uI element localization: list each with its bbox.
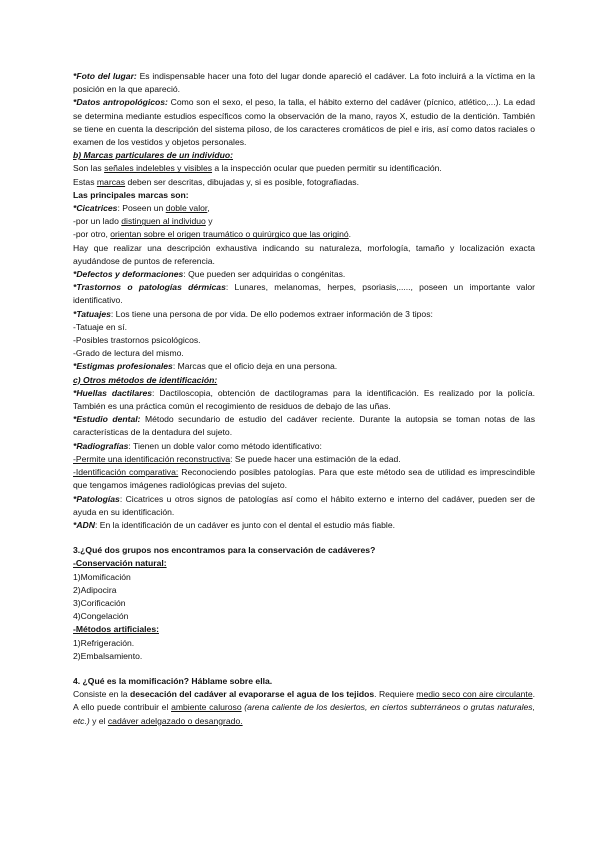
list-item: -Identificación comparativa: Reconociendo posibles patologías. Para que este método sea de utilidad es imprescindible que tengamos imágenes radiológicas previas del sujeto. [73,467,535,491]
paragraph-tatuajes: *Tatuajes: Los tiene una persona de por vida. De ello podemos extraer información de 3 tipos: [73,308,433,319]
text-line: Son las señales indelebles y visibles a la inspección ocular que pueden permitir su identificación. [73,163,442,174]
paragraph-foto-lugar: *Foto del lugar: Es indispensable hacer una foto del lugar donde apareció el cadáver. La foto incluirá a la víctima en la posición en la que apareció. [73,71,535,95]
paragraph-defectos: *Defectos y deformaciones: Que pueden ser adquiridas o congénitas. [73,269,346,280]
spacer [73,663,535,675]
term-huellas: *Huellas dactilares [73,387,153,398]
term-datos-antropologicos: *Datos antropológicos: [73,97,168,108]
term-defectos: *Defectos y deformaciones [73,269,184,280]
list-item: 2)Adipocira [73,584,117,595]
term-trastornos: *Trastornos o patologías dérmicas [73,282,226,293]
paragraph-patologias: *Patologías: Cicatrices u otros signos de patologías así como el hábito externo e interno del cadáver, pueden ser de ayuda en su identificación. [73,493,535,517]
heading-metodos-artificiales: -Métodos artificiales: [73,624,159,635]
paragraph-estigmas: *Estigmas profesionales: Marcas que el oficio deja en una persona. [73,361,338,372]
list-item: 1)Refrigeración. [73,637,135,648]
spacer [73,532,535,544]
text-line: Estas marcas deben ser descritas, dibujadas y, si es posible, fotografiadas. [73,176,359,187]
list-item: 2)Embalsamiento. [73,650,143,661]
list-item: 3)Corificación [73,597,126,608]
list-item: -Grado de lectura del mismo. [73,348,184,359]
text-line: -por otro, orientan sobre el origen traumático o quirúrgico que las originó. [73,229,352,240]
subheading-principales-marcas: Las principales marcas son: [73,189,189,200]
term-foto-lugar: *Foto del lugar: [73,71,137,81]
paragraph-estudio-dental: *Estudio dental: Método secundario de estudio del cadáver reciente. Durante la autopsia se toman notas de las características de la dentadura del sujeto. [73,414,535,438]
term-adn: *ADN [73,519,95,530]
list-item: -Tatuaje en sí. [73,321,127,332]
term-radiografias: *Radiografías [73,440,129,451]
paragraph-adn: *ADN: En la identificación de un cadáver es junto con el dental el estudio más fiable. [73,519,395,530]
term-estigmas: *Estigmas profesionales [73,361,173,372]
heading-conservacion-natural: -Conservación natural: [73,558,167,569]
paragraph-momificacion: Consiste en la desecación del cadáver al evaporarse el agua de los tejidos. Requiere medio seco con aire circulante. A ello puede contribuir el ambiente caluroso (arena caliente de los desiertos, en ciertos subterráneos o grutas naturales, etc.) y el cadáver adelgazado o desangrado. [73,689,535,726]
heading-otros-metodos: c) Otros métodos de identificación: [73,374,218,385]
text-line: -por un lado distinguen al individuo y [73,216,213,227]
list-item: -Permite una identificación reconstructiva: Se puede hacer una estimación de la edad. [73,453,401,464]
term-estudio-dental: *Estudio dental: [73,414,141,425]
paragraph-trastornos: *Trastornos o patologías dérmicas: Lunares, melanomas, herpes, psoriasis,....., poseen un importante valor identificativo. [73,282,535,306]
paragraph-radiografias: *Radiografías: Tienen un doble valor como método identificativo: [73,440,322,451]
question-3: 3.¿Qué dos grupos nos encontramos para la conservación de cadáveres? [73,545,376,556]
list-item: 1)Momificación [73,571,131,582]
paragraph-datos-antropologicos: *Datos antropológicos: Como son el sexo, el peso, la talla, el hábito externo del cadáver (pícnico, atlético,...). La edad se determina mediante estudios específicos como la observación de la mano, rayos X, estudio de la dentición. También se tiene en cuenta la descripción del sistema piloso, de los caracteres cromáticos de piel e iris, así como datos raciales o examen de los vestidos y objetos personales. [73,97,535,148]
document-page [73,70,535,728]
question-4: 4. ¿Qué es la momificación? Háblame sobre ella. [73,675,273,686]
heading-marcas-particulares: b) Marcas particulares de un individuo: [73,150,233,161]
term-tatuajes: *Tatuajes [73,308,111,319]
paragraph-huellas: *Huellas dactilares: Dactiloscopia, obtención de dactilogramas para la identificación. Es realizado por la policía. También es una práctica común el recogimiento de residuos de debajo de las uñas. [73,387,535,412]
term-patologias: *Patologías [73,493,120,504]
list-item: -Posibles trastornos psicológicos. [73,335,201,346]
term-cicatrices: *Cicatrices [73,203,118,214]
list-item: 4)Congelación [73,611,129,622]
paragraph-cicatrices: *Cicatrices: Poseen un doble valor, [73,203,210,214]
text-line: Hay que realizar una descripción exhaustiva indicando su naturaleza, morfología, tamaño y localización exacta ayudándose de puntos de referencia. [73,242,535,266]
